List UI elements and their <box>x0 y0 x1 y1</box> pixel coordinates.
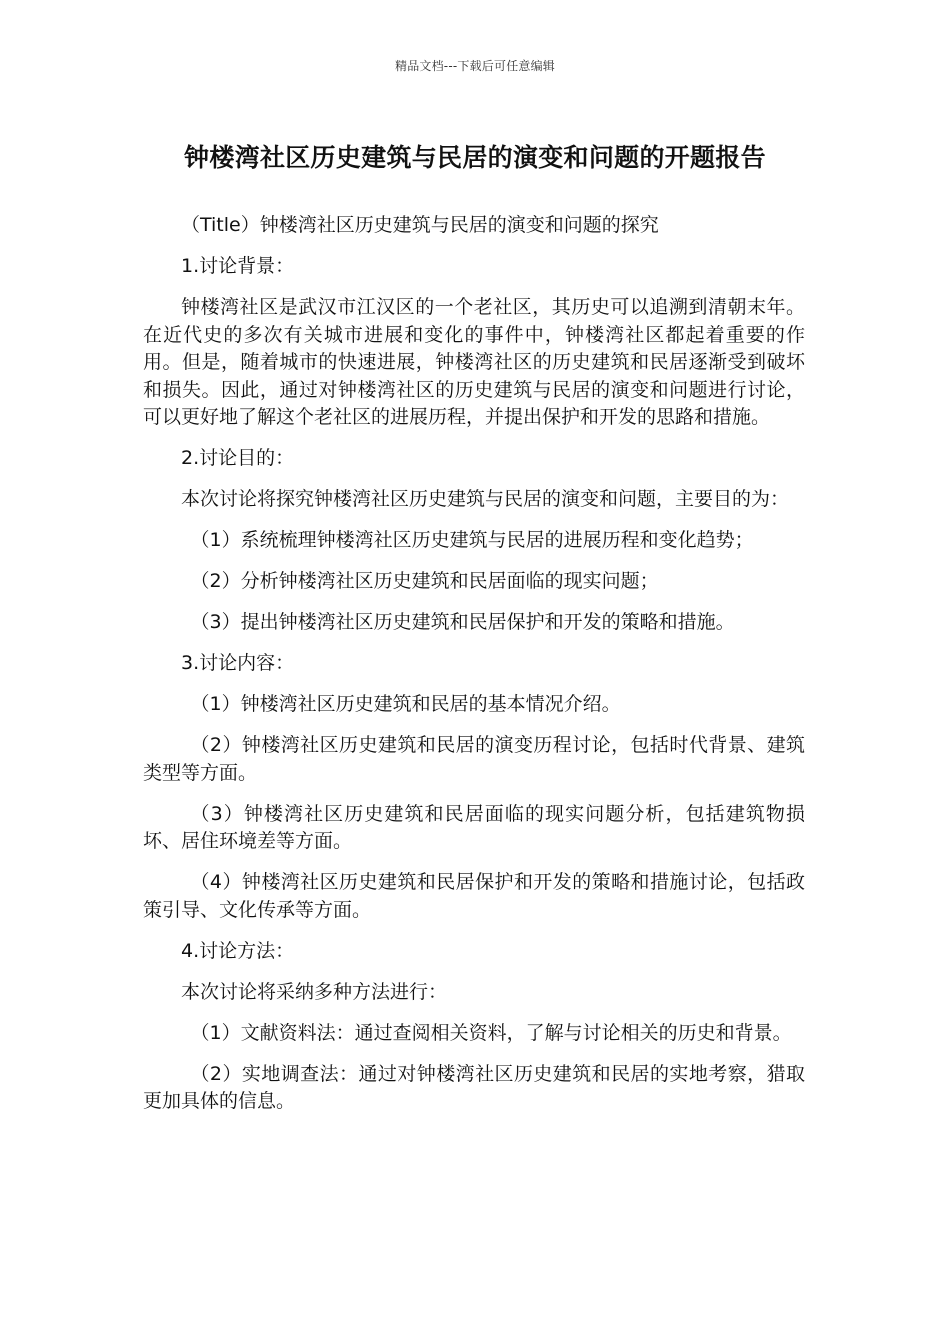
document-body <box>143 212 805 1129</box>
paragraph-method-intro: 本次讨论将采纳多种方法进行： <box>181 980 448 1003</box>
list-item-content-4: （4）钟楼湾社区历史建筑和民居保护和开发的策略和措施讨论，包括政策引导、文化传承等方面。 <box>143 871 805 921</box>
paragraph-background: 钟楼湾社区是武汉市江汉区的一个老社区，其历史可以追溯到清朝末年。在近代史的多次有关城市进展和变化的事件中，钟楼湾社区都起着重要的作用。但是，随着城市的快速进展，钟楼湾社区的历史建筑和民居逐渐受到破坏和损失。因此，通过对钟楼湾社区的历史建筑与民居的演变和问题进行讨论，可以更好地了解这个老社区的进展历程，并提出保护和开发的思路和措施。 <box>143 296 805 428</box>
paragraph-subtitle: （Title）钟楼湾社区历史建筑与民居的演变和问题的探究 <box>181 214 659 236</box>
list-item-purpose-3: （3）提出钟楼湾社区历史建筑和民居保护和开发的策略和措施。 <box>190 611 735 633</box>
document-title: 钟楼湾社区历史建筑与民居的演变和问题的开题报告 <box>184 143 766 172</box>
section-heading-method: 4.讨论方法： <box>181 939 295 962</box>
list-item-content-2: （2）钟楼湾社区历史建筑和民居的演变历程讨论，包括时代背景、建筑类型等方面。 <box>143 734 805 784</box>
list-item-purpose-1: （1）系统梳理钟楼湾社区历史建筑与民居的进展历程和变化趋势； <box>190 529 754 551</box>
section-heading-purpose: 2.讨论目的： <box>181 447 295 469</box>
list-item-content-1: （1）钟楼湾社区历史建筑和民居的基本情况介绍。 <box>190 693 621 715</box>
section-heading-content: 3.讨论内容： <box>181 652 295 674</box>
list-item-purpose-2: （2）分析钟楼湾社区历史建筑和民居面临的现实问题； <box>190 570 659 592</box>
list-item-method-2: （2）实地调查法：通过对钟楼湾社区历史建筑和民居的实地考察，猎取更加具体的信息。 <box>143 1062 805 1112</box>
list-item-method-1: （1）文献资料法：通过查阅相关资料，了解与讨论相关的历史和背景。 <box>190 1021 792 1044</box>
list-item-content-3: （3）钟楼湾社区历史建筑和民居面临的现实问题分析，包括建筑物损坏、居住环境差等方面。 <box>143 802 805 852</box>
paragraph-purpose-intro: 本次讨论将探究钟楼湾社区历史建筑与民居的演变和问题，主要目的为： <box>181 488 790 510</box>
page-header-watermark: 精品文档---下载后可任意编辑 <box>395 59 555 73</box>
section-heading-background: 1.讨论背景： <box>181 255 295 277</box>
